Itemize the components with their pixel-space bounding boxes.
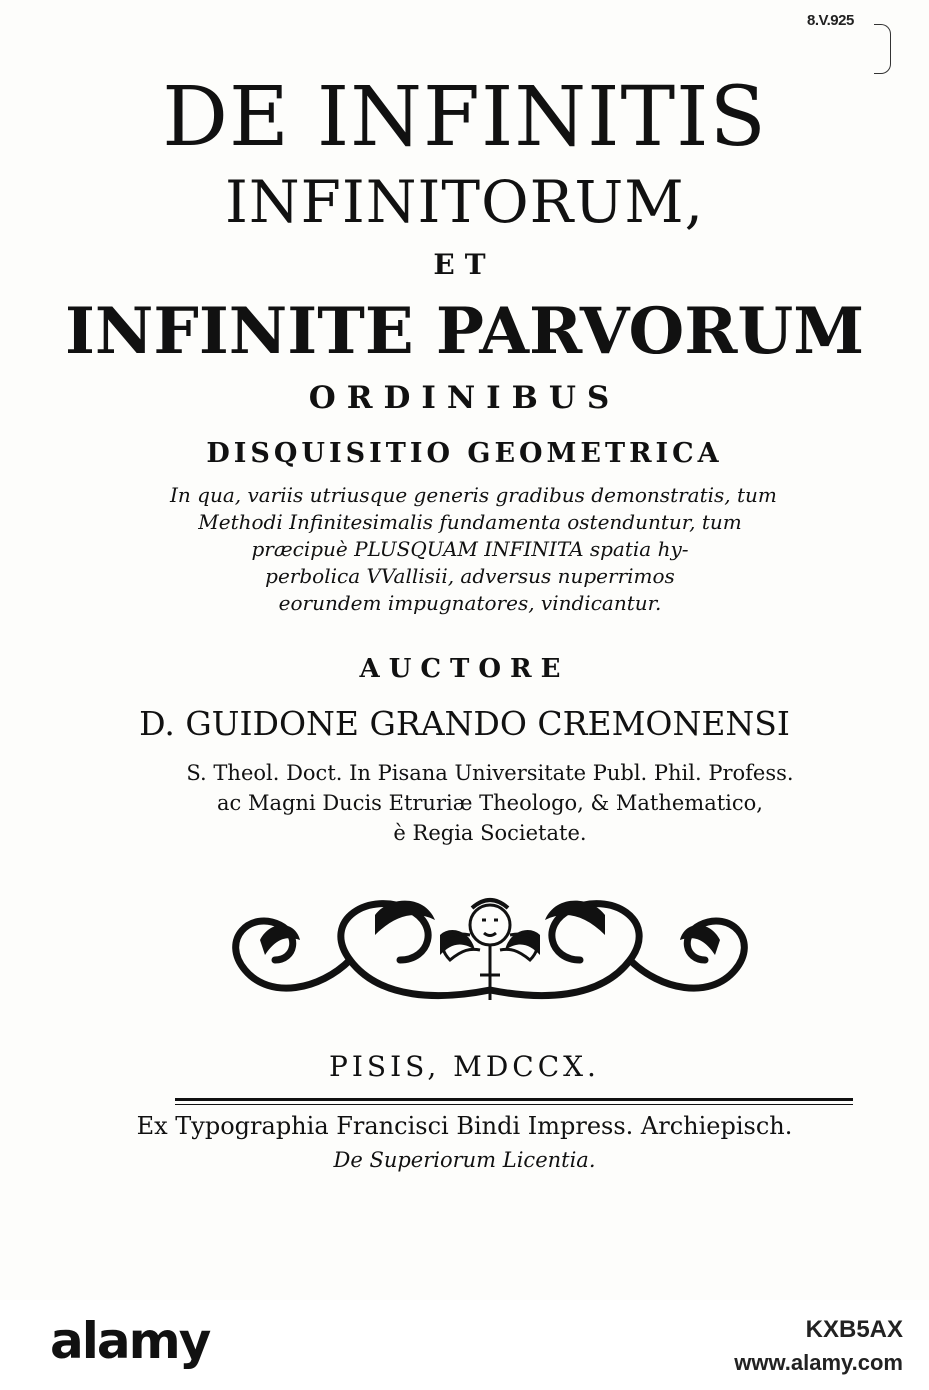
credential-line: ac Magni Ducis Etruriæ Theologo, & Mathematico, bbox=[217, 791, 763, 815]
description-line: In qua, variis utriusque generis gradibus demonstratis, tum bbox=[170, 483, 777, 507]
image-id: KXB5AX bbox=[805, 1316, 903, 1343]
description-line: Methodi Infinitesimalis fundamenta ostenduntur, tum bbox=[198, 510, 742, 534]
library-shelfmark bbox=[805, 10, 887, 70]
licence-line: De Superiorum Licentia. bbox=[333, 1148, 596, 1172]
imprint-place-date: PISIS, MDCCX. bbox=[329, 1050, 600, 1083]
shelfmark-text: 8.V.925 bbox=[807, 12, 854, 29]
auctore-label: AUCTORE bbox=[359, 654, 570, 684]
printer-ornament bbox=[200, 880, 780, 1020]
title-line-2: INFINITORUM, bbox=[224, 168, 705, 236]
printer-line: Ex Typographia Francisci Bindi Impress. Archiepisch. bbox=[136, 1112, 793, 1140]
author-credentials bbox=[150, 758, 830, 848]
credential-line: è Regia Societate. bbox=[393, 821, 587, 845]
imprint-rule-thick bbox=[175, 1098, 853, 1101]
title-line-4: INFINITE PARVORUM bbox=[64, 294, 865, 369]
description-line: perbolica VVallisii, adversus nuperrimos bbox=[265, 564, 675, 588]
alamy-logo: alamy bbox=[50, 1312, 210, 1370]
subtitle: DISQUISITIO GEOMETRICA bbox=[206, 438, 723, 469]
title-line-3: ET bbox=[433, 248, 496, 281]
title-line-1: DE INFINITIS bbox=[162, 70, 767, 165]
description bbox=[170, 482, 777, 617]
description-line: præcipuè PLUSQUAM INFINITA spatia hy- bbox=[251, 537, 689, 561]
watermark-footer bbox=[0, 1300, 929, 1390]
imprint-rule-thin bbox=[175, 1104, 853, 1105]
credential-line: S. Theol. Doct. In Pisana Universitate Publ. Phil. Profess. bbox=[186, 761, 794, 785]
title-line-5: ORDINIBUS bbox=[308, 380, 621, 416]
author-name: D. GUIDONE GRANDO CREMONENSI bbox=[139, 704, 790, 743]
shelfmark-bracket bbox=[874, 24, 891, 74]
cherub-figure bbox=[443, 900, 537, 1000]
description-line: eorundem impugnatores, vindicantur. bbox=[278, 591, 662, 615]
watermark-url: www.alamy.com bbox=[734, 1350, 903, 1375]
